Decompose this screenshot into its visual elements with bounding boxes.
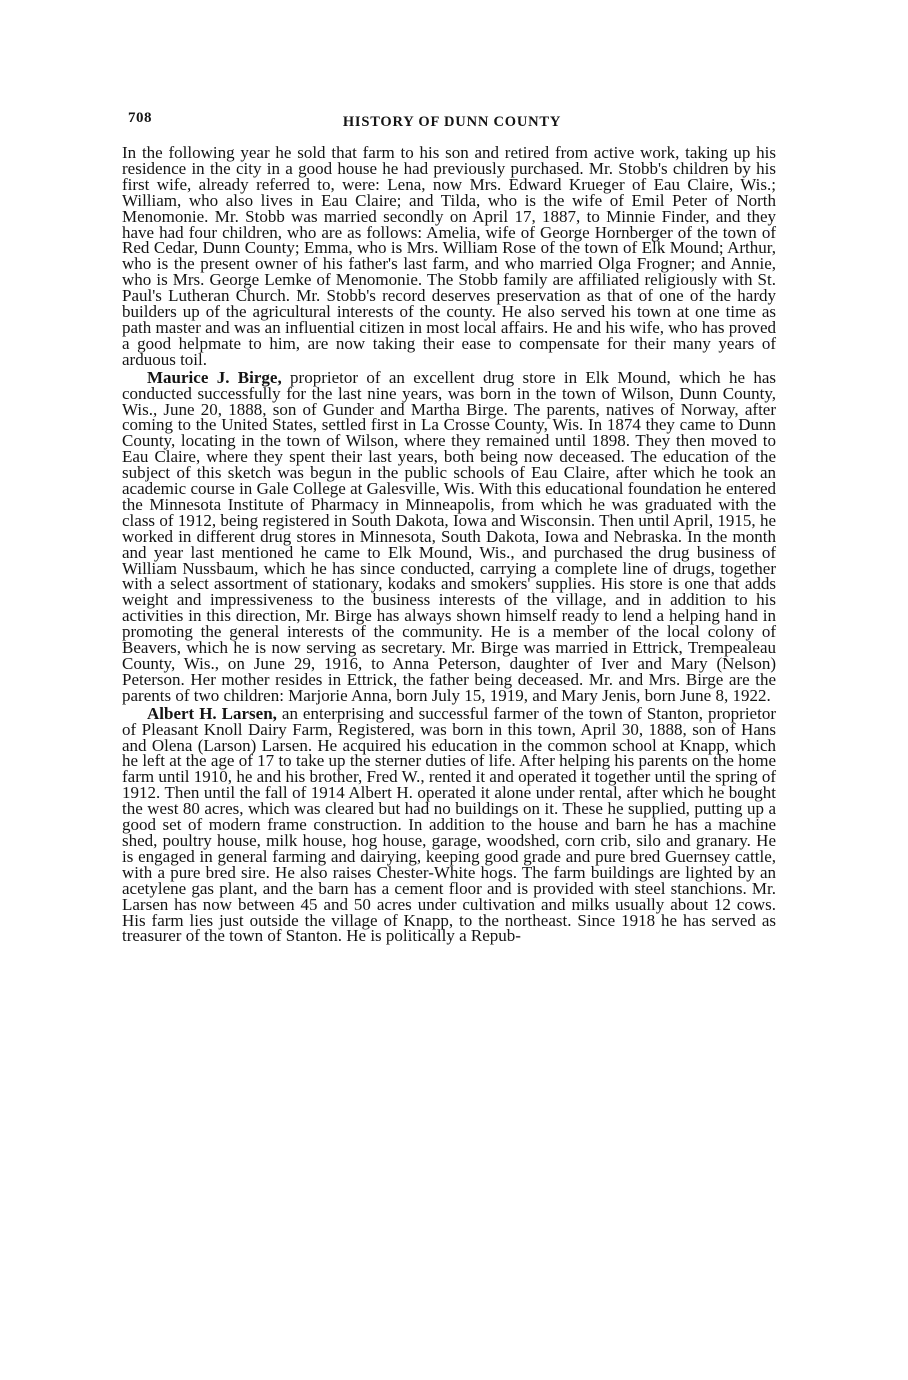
body-text	[122, 145, 776, 944]
paragraph-maurice-birge	[122, 367, 777, 705]
running-title: HISTORY OF DUNN COUNTY	[342, 114, 562, 130]
page-number: 708	[128, 110, 152, 126]
paragraph-stobb-continued	[122, 145, 776, 368]
page-header	[128, 110, 776, 134]
paragraph-text: proprietor of an excellent drug store in Elk Mound, which he has conducted successfully for the last nine years, was born in the town of Wilson, Dunn County, Wis., June 20, 1888, son of Gunder and Martha Birge. The parents, natives of Norway, after coming to the United States, settled first in La Crosse County, Wis. In 1874 they came to Dunn County, locating in the town of Wilson, where they remained until 1898. They then moved to Eau Claire, where they spent their last years, both being now deceased. The education of the subject of this sketch was begun in the public schools of Eau Claire, after which he took an academic course in Gale College at Galesville, Wis. With this educational foundation he entered the Minnesota Institute of Pharmacy in Minneapolis, from which he was graduated with the class of 1912, being registered in South Dakota, Iowa and Wisconsin. Then until April, 1915, he worked in different drug stores in Minnesota, South Dakota, Iowa and Nebraska. In the month and year last mentioned he came to Elk Mound, Wis., and purchased the drug business of William Nussbaum, which he has since conducted, carrying a complete line of drugs, together with a select assortment of stationary, kodaks and smokers' supplies. His store is one that adds weight and impressiveness to the business interests of the village, and in addition to his activities in this direction, Mr. Birge has always shown himself ready to lend a helping hand in promoting the general interests of the community. He is a member of the local colony of Beavers, which he is now serving as secretary. Mr. Birge was married in Ettrick, Trempealeau County, Wis., on June 29, 1916, to Anna Peterson, daughter of Iver and Mary (Nelson) Peterson. Her mother resides in Ettrick, the father being deceased. Mr. and Mrs. Birge are the parents of two children: Marjorie Anna, born July 15, 1919, and Mary Jenis, born June 8, 1922.	[122, 367, 777, 705]
paragraph-text: In the following year he sold that farm to his son and retired from active work, taking up his residence in the city in a good house he had previously purchased. Mr. Stobb's children by his first wife, already referred to, were: Lena, now Mrs. Edward Krueger of Eau Claire, Wis.; William, who also lives in Eau Claire; and Tilda, who is the wife of Emil Peter of North Menomonie. Mr. Stobb was married secondly on April 17, 1887, to Minnie Finder, and they have had four children, who are as follows: Amelia, wife of George Hornberger of the town of Red Cedar, Dunn County; Emma, who is Mrs. William Rose of the town of Elk Mound; Arthur, who is the present owner of his father's last farm, and who married Olga Frogner; and Annie, who is Mrs. George Lemke of Menomonie. The Stobb family are affiliated religiously with St. Paul's Lutheran Church. Mr. Stobb's record deserves preservation as that of one of the hardy builders up of the agricultural interests of the county. He also served his town at one time as path master and was an influential citizen in most local affairs. He and his wife, who has proved a good helpmate to him, are now taking their ease to compensate for their many years of arduous toil.	[122, 143, 776, 369]
biography-name: Maurice J. Birge,	[147, 367, 282, 387]
paragraph-text: an enterprising and successful farmer of the town of Stanton, proprietor of Pleasant Knoll Dairy Farm, Registered, was born in this town, April 30, 1888, son of Hans and Olena (Larson) Larsen. He acquired his education in the common school at Knapp, which he left at the age of 17 to take up the sterner duties of life. After helping his parents on the home farm until 1910, he and his brother, Fred W., rented it and operated it together until the spring of 1912. Then until the fall of 1914 Albert H. operated it alone under rental, after which he bought the west 80 acres, which was cleared but had no buildings on it. These he supplied, putting up a good set of modern frame construction. In addition to the house and barn he has a machine shed, poultry house, milk house, hog house, garage, woodshed, corn crib, silo and granary. He is engaged in general farming and dairying, keeping good grade and pure bred Guernsey cattle, with a pure bred sire. He also raises Chester-White hogs. The farm buildings are lighted by an acetylene gas plant, and the barn has a cement floor and is provided with steel stanchions. Mr. Larsen has now between 45 and 50 acres under cultivation and milks usually about 12 cows. His farm lies just outside the village of Knapp, to the northeast. Since 1918 he has served as treasurer of the town of Stanton. He is politically a Repub-	[122, 703, 776, 946]
paragraph-albert-larsen	[122, 703, 776, 946]
biography-name: Albert H. Larsen,	[147, 703, 277, 723]
